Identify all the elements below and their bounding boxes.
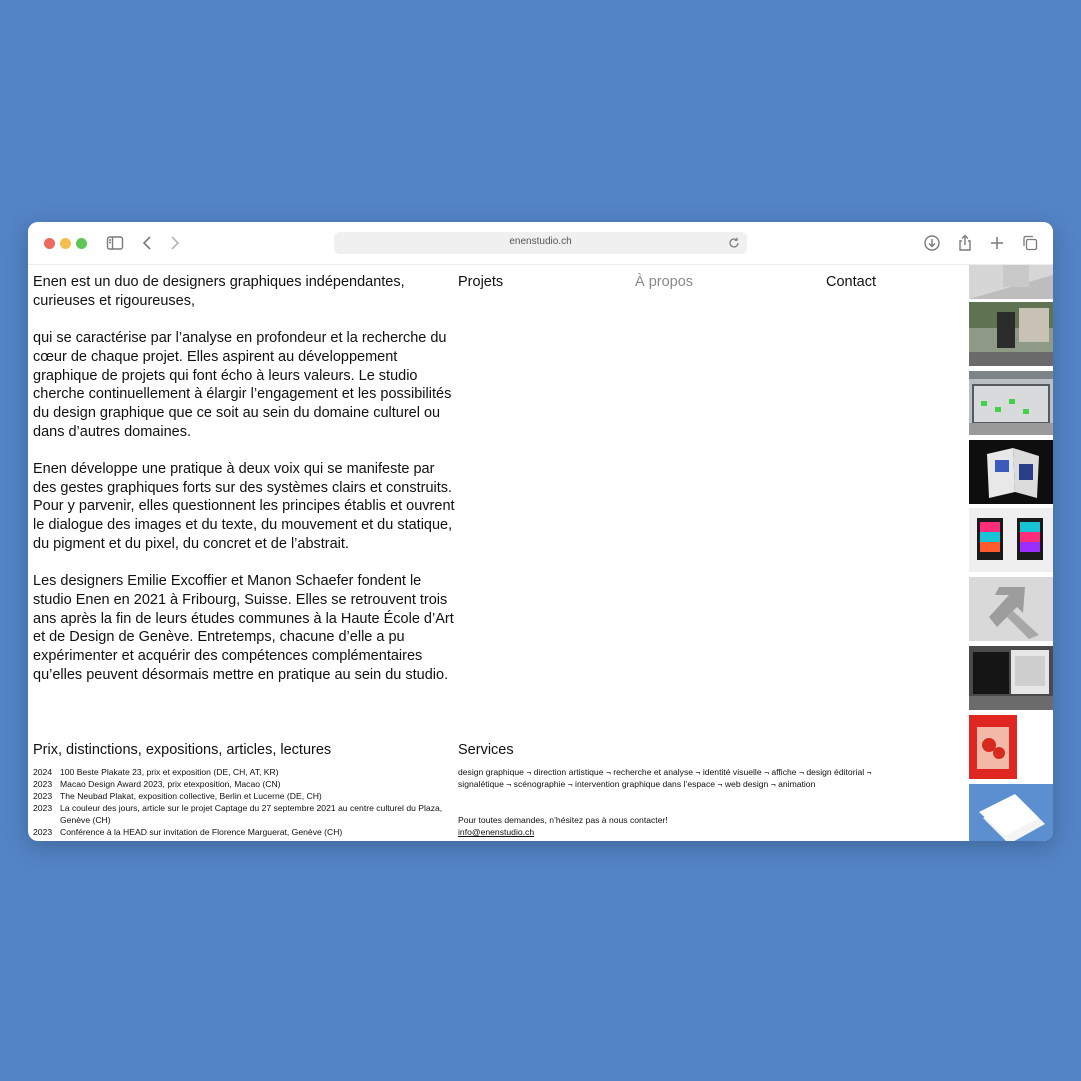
contact-prompt: Pour toutes demandes, n’hésitez pas à nous contacter! — [458, 815, 668, 825]
url-text: enenstudio.ch — [509, 236, 572, 247]
award-item — [33, 802, 453, 826]
browser-window — [28, 222, 1053, 841]
page-content — [28, 265, 1053, 841]
nav-apropos-link[interactable]: À propos — [635, 274, 694, 290]
award-text: La couleur des jours, article sur le projet Captage du 27 septembre 2021 au centre culturel du Plaza, Genève (CH) — [60, 803, 443, 825]
services-block — [458, 766, 888, 838]
intro-paragraph-1: Enen est un duo de designers graphiques indépendantes, curieuses et rigoureuses, — [33, 274, 405, 309]
tabs-overview-icon[interactable] — [1020, 233, 1040, 253]
intro-paragraph-2: qui se caractérise par l’analyse en profondeur et la recherche du cœur de chaque projet. Elles aspirent au développement graphique de projets qui font écho à leurs valeurs. Le studio cherche continuellement à élargir l’engagement et les possibilités du design graphique que ce soit au sein du domaine culturel ou dans d’autres domaines. — [33, 330, 452, 440]
award-year: 2023 — [33, 791, 53, 801]
project-thumbnail-column — [969, 265, 1053, 841]
chevron-right-icon[interactable] — [164, 233, 184, 253]
award-item — [33, 826, 453, 838]
project-thumbnail[interactable] — [969, 715, 1053, 779]
intro-paragraph-3: Enen développe une pratique à deux voix qui se manifeste par des gestes graphiques forts sur des systèmes clairs et construits. Pour y parvenir, elles questionnent les principes établis et ouvrent le dialogue des images et du texte, du mouvement et du statique, du pigment et du pixel, du concret et de l’abstrait. — [33, 461, 455, 552]
project-thumbnail[interactable] — [969, 440, 1053, 504]
project-thumbnail[interactable] — [969, 577, 1053, 641]
award-text: The Neubad Plakat, exposition collective, Berlin et Lucerne (DE, CH) — [60, 791, 322, 801]
award-text: Macao Design Award 2023, prix etexposition, Macao (CN) — [60, 779, 281, 789]
intro-paragraph-4: Les designers Emilie Excoffier et Manon Schaefer fondent le studio Enen en 2021 à Fribourg, Suisse. Elles se retrouvent trois ans après la fin de leurs études communes à la Haute École d’Art et de Design de Genève. Entretemps, chacune d’elle a pu expérimenter et acquérir des compétences complémentaires qu’elles peuvent désormais mettre en pratique au sein du studio. — [33, 573, 454, 683]
project-thumbnail[interactable] — [969, 302, 1053, 366]
award-item — [33, 790, 453, 802]
project-thumbnail[interactable] — [969, 508, 1053, 572]
award-year: 2023 — [33, 803, 53, 813]
award-text: Conférence à la HEAD sur invitation de Florence Marguerat, Genève (CH) — [60, 827, 343, 837]
award-text: 100 Beste Plakate 23, prix et exposition (DE, CH, AT, KR) — [60, 767, 279, 777]
contact-email-link[interactable]: info@enenstudio.ch — [458, 827, 535, 837]
chevron-left-icon[interactable] — [138, 233, 158, 253]
address-bar[interactable] — [334, 232, 747, 254]
project-thumbnail[interactable] — [969, 371, 1053, 435]
intro-text — [33, 273, 458, 703]
awards-heading: Prix, distinctions, expositions, articles, lectures — [33, 742, 332, 758]
project-thumbnail[interactable] — [969, 646, 1053, 710]
zoom-window-button[interactable] — [76, 238, 87, 249]
project-thumbnail[interactable] — [969, 784, 1053, 841]
download-icon[interactable] — [922, 233, 942, 253]
minimize-window-button[interactable] — [60, 238, 71, 249]
award-year: 2023 — [33, 827, 53, 837]
nav-projets-link[interactable]: Projets — [458, 274, 504, 290]
award-item — [33, 778, 453, 790]
browser-toolbar — [28, 222, 1053, 265]
award-year: 2024 — [33, 767, 53, 777]
plus-icon[interactable] — [987, 233, 1007, 253]
close-window-button[interactable] — [44, 238, 55, 249]
awards-list — [33, 766, 453, 838]
project-thumbnail[interactable] — [969, 265, 1053, 299]
sidebar-icon[interactable] — [105, 233, 125, 253]
award-year: 2023 — [33, 779, 53, 789]
award-item — [33, 766, 453, 778]
services-list: design graphique ¬ direction artistique ¬ recherche et analyse ¬ identité visuelle ¬ affiche ¬ design éditorial ¬ signalétique ¬ scénographie ¬ intervention graphique dans l’espace ¬ web design ¬ animation — [458, 767, 872, 789]
share-icon[interactable] — [955, 233, 975, 253]
nav-contact-link[interactable]: Contact — [826, 274, 876, 290]
reload-icon[interactable] — [727, 236, 741, 250]
services-heading: Services — [458, 742, 514, 758]
